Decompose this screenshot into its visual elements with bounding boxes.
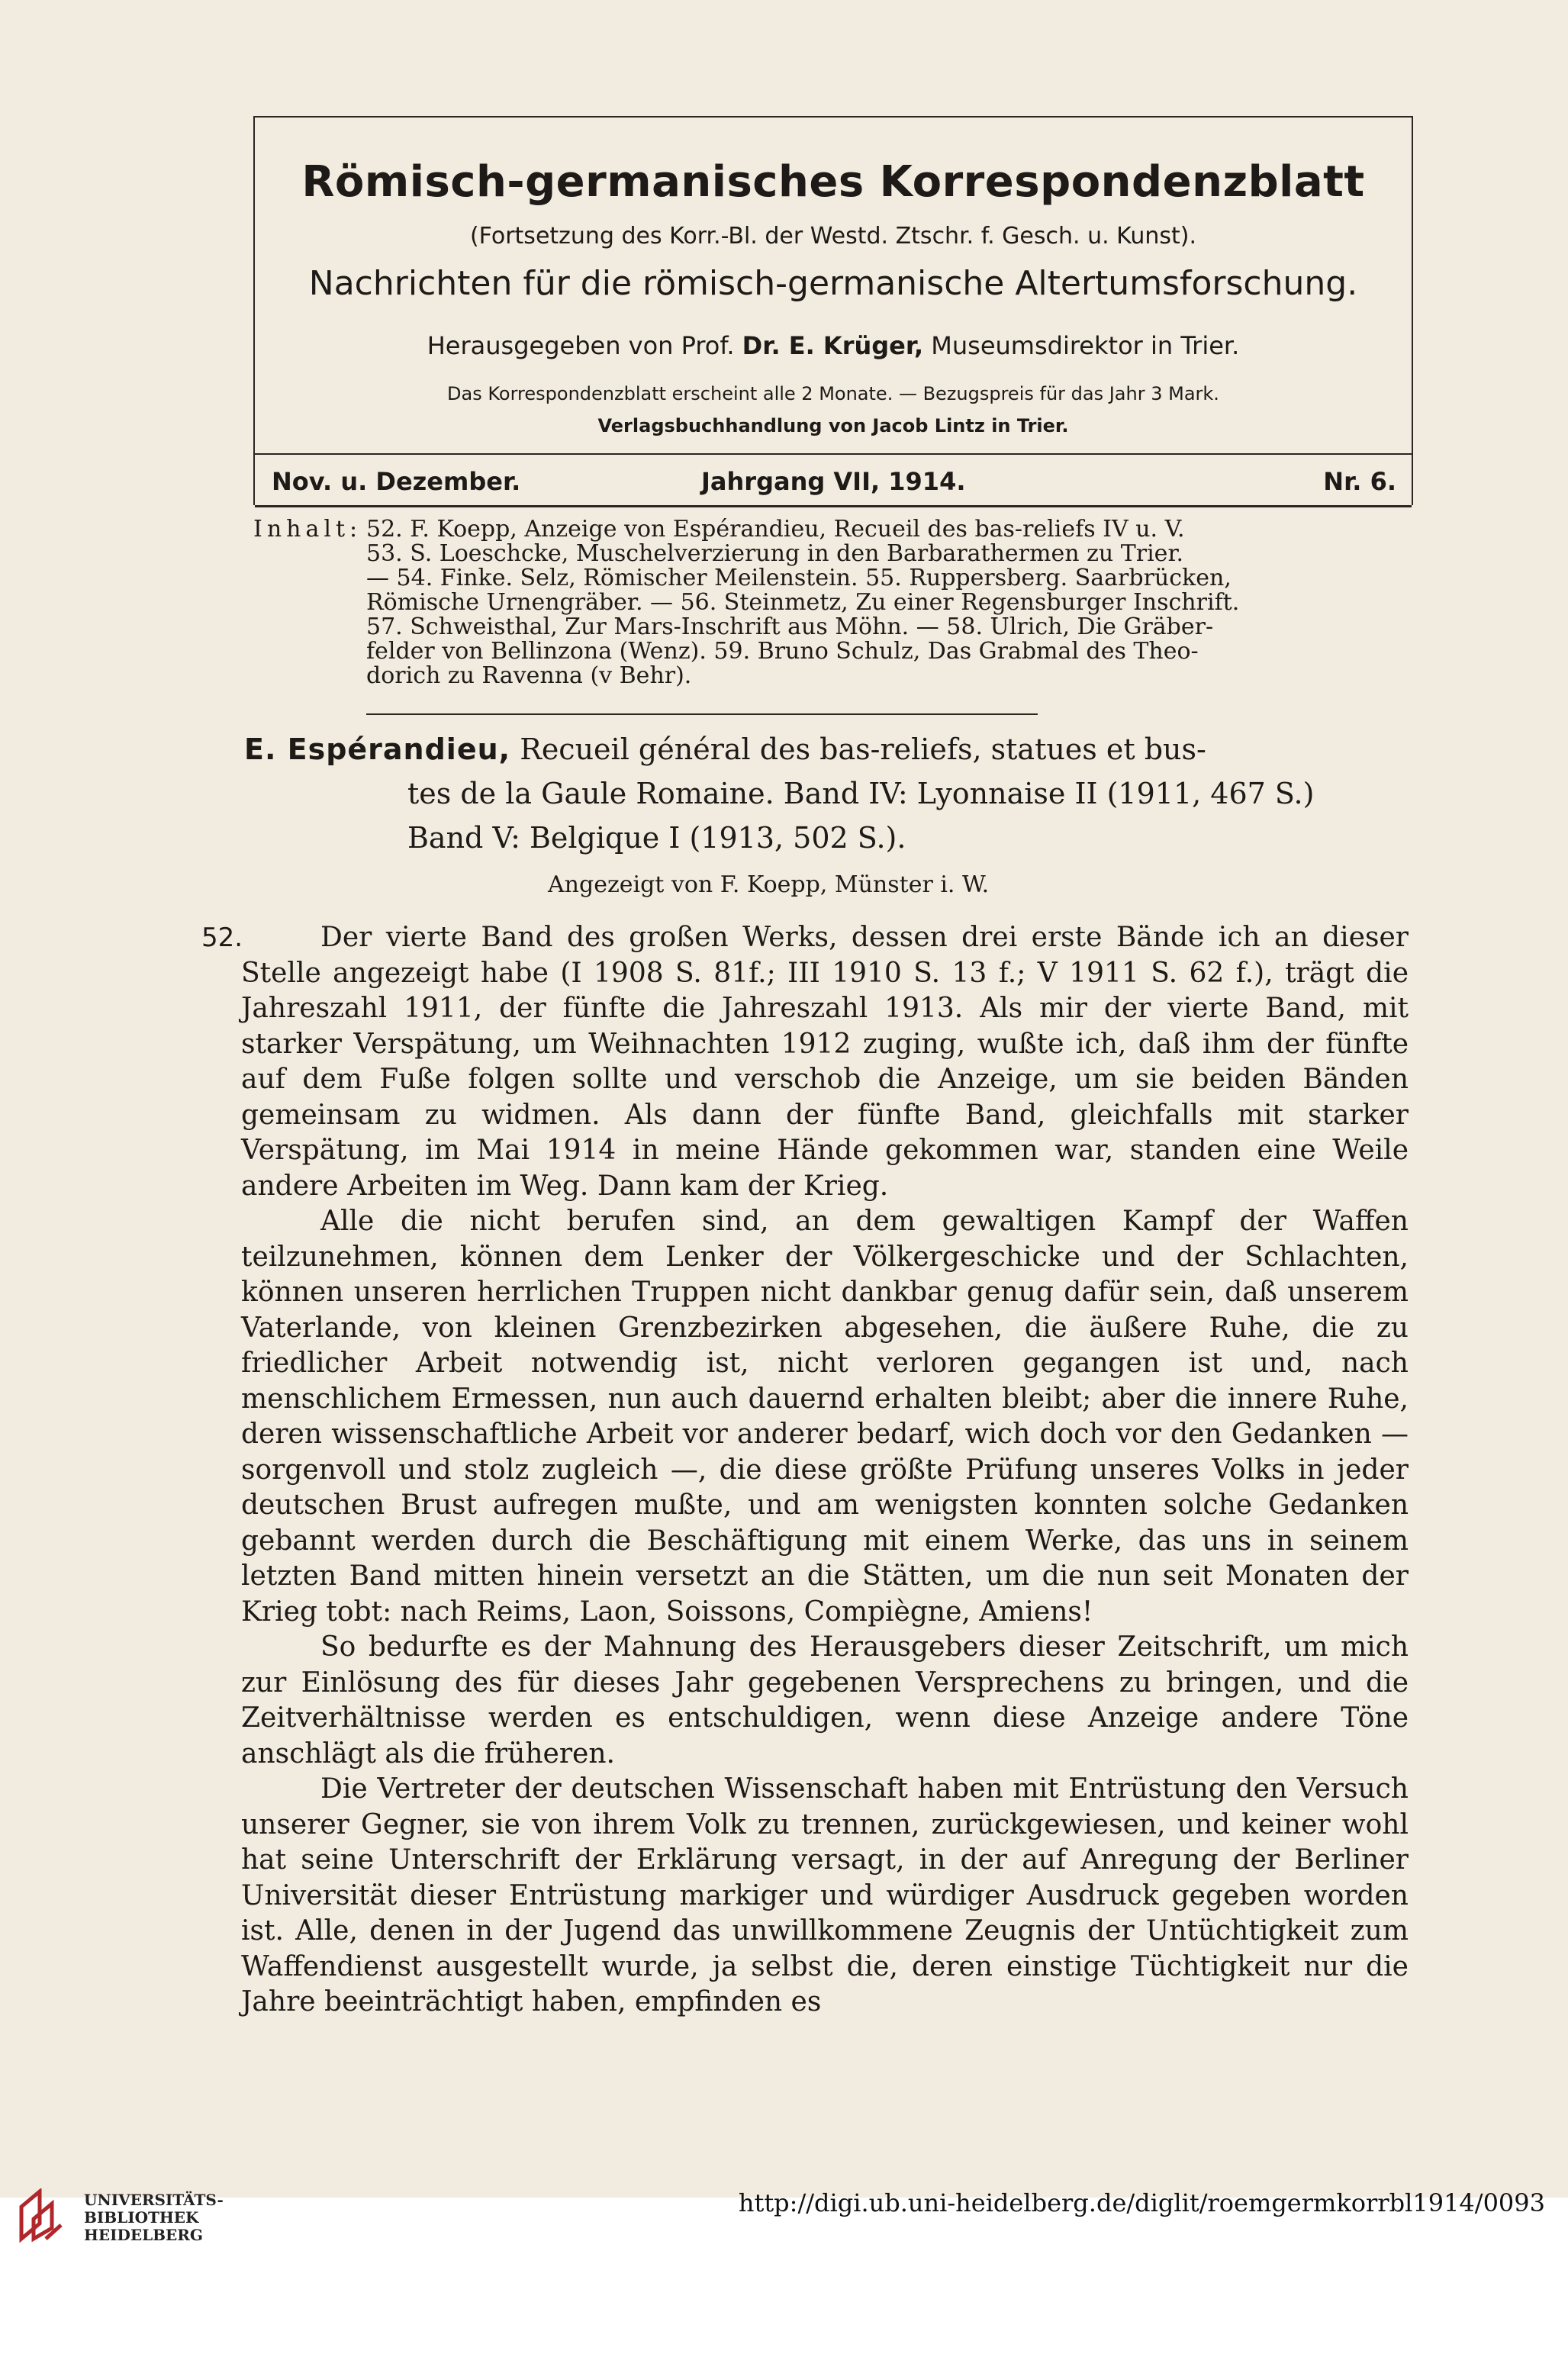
reviewer-line: Angezeigt von F. Koepp, Münster i. W. <box>548 871 990 898</box>
masthead <box>253 116 1413 505</box>
contents-line: 52. F. Koepp, Anzeige von Espérandieu, Recueil des bas-reliefs IV u. V. <box>366 516 1185 543</box>
contents-line: dorich zu Ravenna (v Behr). <box>366 662 692 689</box>
contents-line: 53. S. Loeschcke, Muschelverzierung in den Barbarathermen zu Trier. <box>366 540 1184 567</box>
issue-number: Nr. 6. <box>1323 467 1396 496</box>
contents-line: 57. Schweisthal, Zur Mars-Inschrift aus Möhn. — 58. Ulrich, Die Gräber- <box>366 613 1214 640</box>
contents-divider <box>366 713 1038 715</box>
journal-subtitle: Nachrichten für die römisch-germanische Altertumsforschung. <box>308 264 1358 303</box>
journal-title: Römisch-germanisches Korrespondenzblatt <box>301 157 1365 207</box>
paragraph: Alle die nicht berufen sind, an dem gewaltigen Kampf der Waffen teilzunehmen, können dem Lenker der Völkergeschicke und der Schlachten, können unseren herrlichen Truppen nicht dankbar genug dafür sein, daß unserem Vaterlande, von kleinen Grenzbezirken abgesehen, die äußere Ruhe, die zu friedlicher Arbeit notwendig ist, nicht verloren gegangen ist und, nach menschlichem Ermessen, nun auch dauernd erhalten bleibt; aber die innere Ruhe, deren wissenschaftliche Arbeit vor anderer bedarf, wich doch vor den Gedanken — sorgenvoll und stolz zugleich —, die diese größte Prüfung unseres Volks in jeder deutschen Brust aufregen mußte, und am wenigsten konnten solche Gedanken gebannt werden durch die Beschäftigung mit einem Werke, das uns in seinem letzten Band mitten hinein versetzt an die Stätten, um die nun seit Monaten der Krieg tobt: nach Reims, Laon, Soissons, Compiègne, Amiens! <box>241 1206 1409 1628</box>
journal-continuation: (Fortsetzung des Korr.-Bl. der Westd. Ztschr. f. Gesch. u. Kunst). <box>469 223 1197 250</box>
library-name <box>84 2191 224 2244</box>
heidelberg-library-logo-icon <box>17 2188 66 2243</box>
library-line: UNIVERSITÄTS- <box>84 2191 224 2209</box>
review-line1: Recueil général des bas-reliefs, statues et bus- <box>520 733 1206 766</box>
contents-line: Römische Urnengräber. — 56. Steinmetz, Zu einer Regensburger Inschrift. <box>366 589 1240 616</box>
review-line2: tes de la Gaule Romaine. Band IV: Lyonnaise II (1911, 467 S.) <box>407 777 1315 810</box>
contents-label: Inhalt: <box>253 516 362 543</box>
paragraph: Der vierte Band des großen Werks, dessen drei erste Bände ich an dieser Stelle angezeigt habe (I 1908 S. 81f.; III 1910 S. 13 f.; V 1911 S. 62 f.), trägt die Jahreszahl 1911, der fünfte die Jahreszahl 1913. Als mir der vierte Band, mit starker Verspätung, um Weihnachten 1912 zuging, wußte ich, daß ihm der fünfte auf dem Fuße folgen sollte und verschob die Anzeige, um sie beiden Bänden gemeinsam zu widmen. Als dann der fünfte Band, gleichfalls mit starker Verspätung, im Mai 1914 in meine Hände gekommen war, standen eine Weile andere Arbeiten im Weg. Dann kam der Krieg. <box>241 922 1409 1202</box>
issue-month: Nov. u. Dezember. <box>272 467 521 496</box>
review-line3: Band V: Belgique I (1913, 502 S.). <box>407 821 906 855</box>
editor-prefix: Herausgegeben von Prof. <box>427 331 735 360</box>
article-body <box>201 920 1409 2021</box>
paragraph: Die Vertreter der deutschen Wissenschaft haben mit Entrüstung den Versuch unserer Gegner, sie von ihrem Volk zu trennen, zurückgewiesen, und keiner wohl hat seine Unterschrift der Erklärung versagt, in der auf Anregung der Berliner Universität dieser Entrüstung markiger und würdiger Ausdruck gegeben worden ist. Alle, denen in der Jugend das unwillkommene Zeugnis der Untüchtigkeit zum Waffendienst ausgestellt wurde, ja selbst die, deren einstige Tüchtigkeit nur die Jahre beeinträchtigt haben, empfinden es <box>241 1773 1409 2017</box>
footer-bar <box>0 2198 1568 2354</box>
article-number: 52. <box>201 923 243 953</box>
review-author: E. Espérandieu, <box>244 733 511 766</box>
frequency-line: Das Korrespondenzblatt erscheint alle 2 Monate. — Bezugspreis für das Jahr 3 Mark. <box>447 383 1219 404</box>
contents-line: felder von Bellinzona (Wenz). 59. Bruno Schulz, Das Grabmal des Theo- <box>366 638 1199 665</box>
source-url-link[interactable]: http://digi.ub.uni-heidelberg.de/diglit/roemgermkorrbl1914/0093 <box>738 2188 1545 2217</box>
publisher-line: Verlagsbuchhandlung von Jacob Lintz in Trier. <box>597 415 1069 436</box>
library-line: BIBLIOTHEK <box>84 2208 199 2227</box>
editor-line <box>255 331 1412 360</box>
paragraph: So bedurfte es der Mahnung des Herausgebers dieser Zeitschrift, um mich zur Einlösung des für dieses Jahr gegebenen Versprechens zu bringen, und die Zeitverhältnisse werden es entschuldigen, wenn diese Anzeige andere Töne anschlägt als die früheren. <box>241 1631 1409 1770</box>
library-line: HEIDELBERG <box>84 2226 203 2244</box>
editor-name: Dr. E. Krüger, <box>742 331 924 360</box>
review-title-line <box>244 733 1206 766</box>
issue-bar <box>255 455 1412 507</box>
contents-line: — 54. Finke. Selz, Römischer Meilenstein. 55. Ruppersberg. Saarbrücken, <box>366 565 1232 591</box>
editor-suffix: Museumsdirektor in Trier. <box>931 331 1240 360</box>
issue-year: Jahrgang VII, 1914. <box>701 467 966 496</box>
